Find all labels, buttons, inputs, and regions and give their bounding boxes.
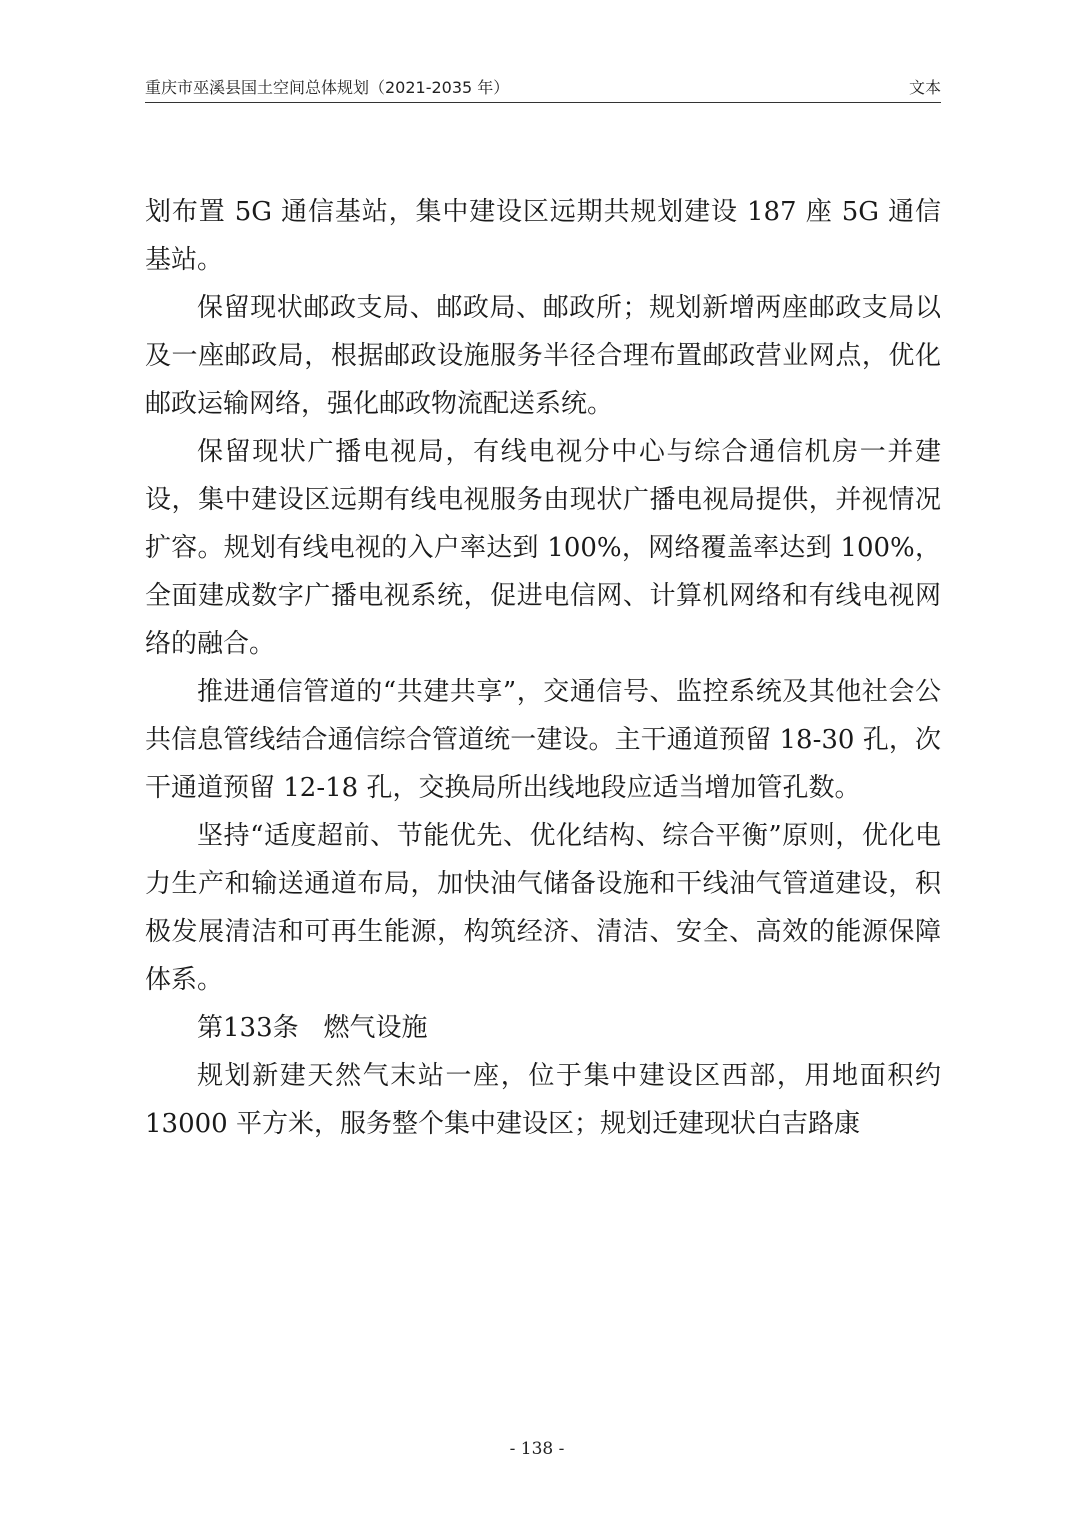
page-number: - 138 -	[509, 1439, 565, 1459]
paragraph-continued: 划布置 5G 通信基站，集中建设区远期共规划建设 187 座 5G 通信基站。	[145, 197, 941, 275]
running-header	[145, 76, 941, 100]
paragraph-broadcast: 保留现状广播电视局，有线电视分中心与综合通信机房一并建设，集中建设区远期有线电视服务由现状广播电视局提供，并视情况扩容。规划有线电视的入户率达到 100%，网络覆盖率达到 100%，全面建成数字广播电视系统，促进电信网、计算机网络和有线电视网络的融合。	[145, 437, 941, 659]
body-text	[145, 188, 941, 1148]
paragraph-conduit: 推进通信管道的“共建共享”，交通信号、监控系统及其他社会公共信息管线结合通信综合管道统一建设。主干通道预留 18-30 孔，次干通道预留 12-18 孔，交换局所出线地段应适当增加管孔数。	[145, 677, 941, 803]
article-heading	[145, 1004, 941, 1052]
article-number: 第133条	[197, 1013, 299, 1043]
header-section-label: 文本	[908, 78, 941, 97]
header-divider	[145, 102, 941, 103]
paragraph-postal: 保留现状邮政支局、邮政局、邮政所；规划新增两座邮政支局以及一座邮政局，根据邮政设施服务半径合理布置邮政营业网点，优化邮政运输网络，强化邮政物流配送系统。	[145, 293, 941, 419]
paragraph-energy: 坚持“适度超前、节能优先、优化结构、综合平衡”原则，优化电力生产和输送通道布局，加快油气储备设施和干线油气管道建设，积极发展清洁和可再生能源，构筑经济、清洁、安全、高效的能源保障体系。	[145, 821, 941, 995]
article-title: 燃气设施	[323, 1013, 428, 1043]
header-title: 重庆市巫溪县国土空间总体规划（2021-2035 年）	[145, 78, 510, 97]
paragraph-gas: 规划新建天然气末站一座，位于集中建设区西部，用地面积约 13000 平方米，服务整个集中建设区；规划迁建现状白吉路康	[145, 1061, 941, 1139]
